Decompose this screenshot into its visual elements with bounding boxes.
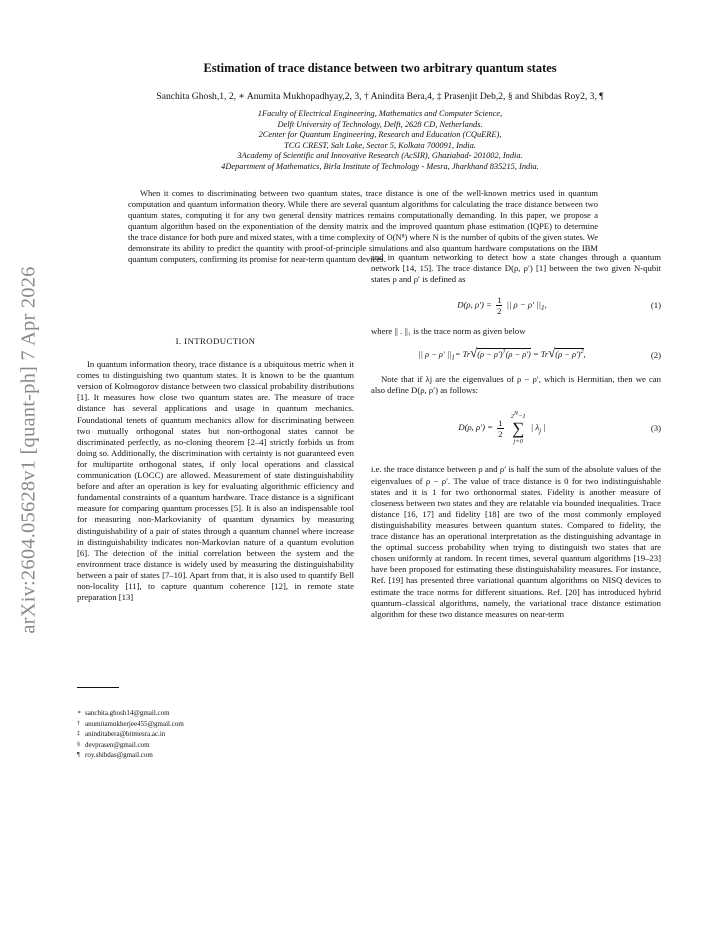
email-link[interactable]: roy.shibdas@gmail.com <box>85 751 153 760</box>
footnotes <box>77 708 184 761</box>
footnote: ∗ sanchita.ghosh14@gmail.com <box>77 709 170 717</box>
paragraph: where || . ||₁ is the trace norm as given below <box>371 326 526 337</box>
right-column <box>371 252 661 620</box>
equation-number: (1) <box>650 300 661 311</box>
equation-2: || ρ − ρ′ $||_1= Tr√(\rho - \rho')^\dagger(\rho - \rho') = Tr√(\rho - \rho')^2$, (2) <box>418 345 661 363</box>
footnote: § devprasen@gmail.com <box>77 740 150 749</box>
intro-paragraph: In quantum information theory, trace distance is a ubiquitous metric when it comes to distinguishing two quantum states. It is known to be the quantum version of Kolmogorov distance between two classical probability distributions [1]. It measures how close two quantum states are. The measure of trace distance has several applications and usage in quantum mechanics. Foundational tenets of quantum mechanics allow for discriminating between two mutually orthogonal states but non-orthogonal states cannot be discriminated perfectly, as no-cloning theorem [2–4] strictly forbids us from doing so. Additionally, the discrimination with certainty is not guaranteed even for multipartite orthogonal states, if only local operations and classical communication (LOCC) are allowed. Measurement of state distinguishability before and after an operation is key for evaluating algorithmic efficiency and fundamental constraints of a quantum hardware. Trace distance is a significant measure for comparing quantum processes [5]. It is also an indispensable tool for measuring non-Markovianity of quantum dynamics by measuring distinguishability of a pair of states through a quantum channel where increase in distinguishability indicates non-Markovian nature of a quantum evolution [6]. The detection of the initial correlation between the system and the environment trace distance is widely used by measuring the distinguishability between a pair of states [7–10]. Apart from that, it is also used to quantify Bell non-locality [11], to capture quantum coherence [12], in remote state preparation [13] <box>77 359 354 603</box>
section-heading: I. INTRODUCTION <box>175 336 256 346</box>
footnote: ‡ aninditabera@bitmesra.ac.in <box>77 730 166 739</box>
abstract: When it comes to discriminating between two quantum states, trace distance is one of the well-known metrics used in quantum computation and quantum information theory. While there are several quantum algorithms for calculating the trace distance between two quantum states, computing it for any two general density matrices remains computationally demanding. In this paper, we propose a quantum algorithm based on the exponentiation of the density matrix and the improved quantum phase estimation (IQPE) to determine the trace distance for both pure and mixed states, with a time complexity of O(N⁸) where N is the number of qubits of the given states. We demonstrate its ability to predict the quantity with proof-of-principle simulations and also quantum hardware computations on the IBM quantum computers, confirming its promise for near-term quantum devices. <box>128 188 598 264</box>
affiliation-line: 2Center for Quantum Engineering, Research and Education (CQuERE), <box>258 130 502 140</box>
arxiv-sidebar <box>6 240 52 660</box>
email-link[interactable]: aninditabera@bitmesra.ac.in <box>85 730 166 739</box>
email-link[interactable]: devprasen@gmail.com <box>85 740 150 749</box>
footnote: ¶ roy.shibdas@gmail.com <box>77 751 153 760</box>
author-list: Sanchita Ghosh,1, 2, ∗ Anumita Mukhopadhyay,2, 3, † Anindita Bera,4, ‡ Prasenjit Deb,2, § and Shibdas Roy2, 3, ¶ <box>156 91 604 102</box>
equation-number: (2) <box>650 350 661 361</box>
equation-1: D(ρ, ρ′) = $\frac{1}{2}$ || ρ − ρ′ $||_1$, (1) <box>457 295 661 317</box>
arxiv-identifier: arXiv:2604.05628v1 [quant-ph] 7 Apr 2026 <box>17 266 40 634</box>
affiliation-line: 1Faculty of Electrical Engineering, Mathematics and Computer Science, <box>257 109 503 118</box>
paragraph: i.e. the trace distance between ρ and ρ′ is half the sum of the absolute values of the eigenvalues of ρ − ρ′. The value of trace distance is 0 for two indistinguishable states and it is 1 for two orthonormal states. Fidelity is another measure of closeness between two states and they are relatable via bounded inequalities. Trace distance [16, 17] and fidelity [18] are two of the most commonly employed distinguishability measures between quantum states. Compared to fidelity, the trace distance has an operational interpretation as the distinguishing advantage in the optimal success probability when trying to distinguish two states that are chosen uniformly at random. In recent times, several quantum algorithms [19–23] have been proposed for estimating these distinguishability measures. For instance, Ref. [19] has presented three variational quantum algorithms on NISQ devices to estimate the trace norms for different situations. Ref. [20] has introduced hybrid quantum–classical algorithms, namely, the variational trace distance estimation algorithm for these two distance measures on near-term <box>371 464 661 619</box>
email-link[interactable]: sanchita.ghosh14@gmail.com <box>85 709 170 717</box>
affiliation-line: 4Department of Mathematics, Birla Institute of Technology - Mesra, Jharkhand 835215, India. <box>221 161 539 171</box>
affiliation-line: Delft University of Technology, Delft, 2628 CD, Netherlands. <box>277 119 483 129</box>
paragraph: Note that if λj are the eigenvalues of ρ − ρ′, which is Hermitian, then we can also define D(ρ, ρ′) as follows: <box>371 374 661 396</box>
paragraph: and in quantum networking to detect how a state changes through a quantum network [14, 15]. The trace distance D(ρ, ρ′) [1] between the two given N-qubit states ρ and ρ′ is defined as <box>371 252 661 285</box>
equation-3: D(ρ, ρ′) = $\frac{1}{2}$ $2^N-1$ ∑ j=0 | $\lambda_j$ | (3) <box>458 411 661 446</box>
equation-number: (3) <box>650 422 661 433</box>
email-link[interactable]: anumitamukherjee455@gmail.com <box>85 719 184 728</box>
footnote: † anumitamukherjee455@gmail.com <box>77 719 184 728</box>
left-column <box>77 336 354 603</box>
affiliation-line: 3Academy of Scientific and Innovative Research (AcSIR), Ghaziabad- 201002, India. <box>237 151 523 161</box>
footnote-divider <box>77 687 119 688</box>
affiliations <box>90 109 670 173</box>
paper-title: Estimation of trace distance between two arbitrary quantum states <box>203 61 557 75</box>
affiliation-line: TCG CREST, Salt Lake, Sector 5, Kolkata 700091, India. <box>284 140 476 150</box>
